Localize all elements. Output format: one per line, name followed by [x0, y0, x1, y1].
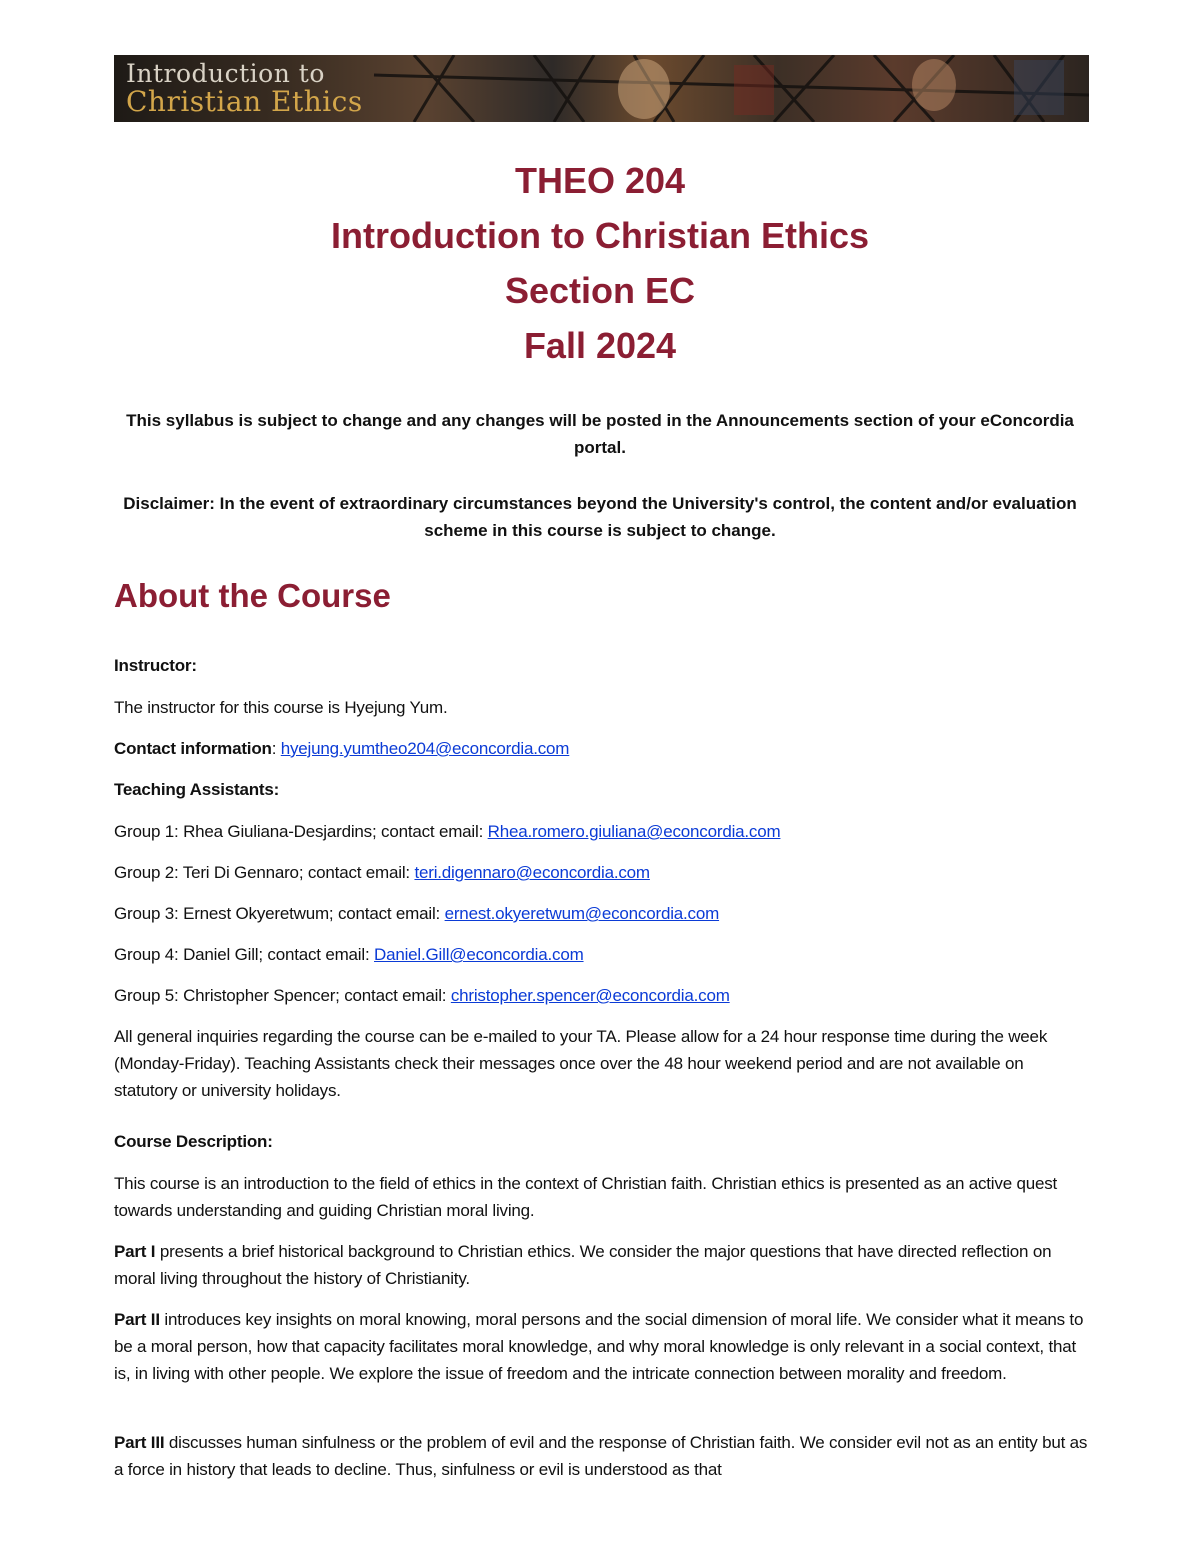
ta-3-text: Group 3: Ernest Okyeretwum; contact email: — [114, 904, 445, 923]
ta-5-text: Group 5: Christopher Spencer; contact email: — [114, 986, 451, 1005]
ta-5-email-link[interactable]: christopher.spencer@econcordia.com — [450, 986, 730, 1005]
document-title — [0, 153, 1200, 373]
section-heading-about: About the Course — [114, 577, 391, 614]
course-term: Fall 2024 — [523, 325, 677, 366]
description-label: Course Description: — [114, 1132, 273, 1151]
ta-1-text: Group 1: Rhea Giuliana-Desjardins; contact email: — [114, 822, 488, 841]
syllabus-change-notice: This syllabus is subject to change and any changes will be posted in the Announcements section of your eConcordia portal. — [126, 411, 1074, 457]
instructor-label: Instructor: — [114, 656, 197, 675]
banner-title-line2: Christian Ethics — [126, 85, 363, 118]
inquiries-paragraph: All general inquiries regarding the course can be e-mailed to your TA. Please allow for a 24 hour response time during the week (Monday-Friday). Teaching Assistants check their messages once over the 48 hour weekend period and are not available on statutory or university holidays. — [114, 1027, 1048, 1100]
ta-4-text: Group 4: Daniel Gill; contact email: — [114, 945, 374, 964]
part3-paragraph — [114, 1429, 1089, 1483]
contact-separator: : — [271, 739, 281, 758]
ta-row-2 — [114, 859, 1089, 886]
part2-paragraph — [114, 1306, 1089, 1387]
course-name: Introduction to Christian Ethics — [331, 215, 869, 256]
part3-text: discusses human sinfulness or the problem of evil and the response of Christian faith. We consider evil not as an entity but as a force in history that leads to decline. Thus, sinfulness or evil is understood as that — [114, 1433, 1088, 1479]
part1-label: Part I — [114, 1242, 156, 1261]
part2-text: introduces key insights on moral knowing, moral persons and the social dimension of moral life. We consider what it means to be a moral person, how that capacity facilitates moral knowledge, and why moral knowledge is only relevant in a social context, that is, in living with other people. We explore the issue of freedom and the intricate connection between morality and freedom. — [114, 1310, 1084, 1383]
ta-1-email-link[interactable]: Rhea.romero.giuliana@econcordia.com — [487, 822, 781, 841]
banner-title-line1: Introduction to — [126, 59, 325, 88]
part2-label: Part II — [114, 1310, 160, 1329]
part3-label: Part III — [114, 1433, 165, 1452]
disclaimer-notice: Disclaimer: In the event of extraordinary circumstances beyond the University's control, the content and/or evaluation scheme in this course is subject to change. — [123, 494, 1077, 540]
contact-label: Contact information — [114, 739, 272, 758]
part1-text: presents a brief historical background to Christian ethics. We consider the major questions that have directed reflection on moral living throughout the history of Christianity. — [114, 1242, 1052, 1288]
ta-row-1 — [114, 818, 1089, 845]
ta-row-5 — [114, 982, 1089, 1009]
instructor-email-link[interactable]: hyejung.yumtheo204@econcordia.com — [280, 739, 570, 758]
description-paragraph: This course is an introduction to the field of ethics in the context of Christian faith. Christian ethics is presented as an active quest towards understanding and guiding Christian moral living. — [114, 1174, 1058, 1220]
ta-label: Teaching Assistants: — [114, 780, 280, 799]
part1-paragraph — [114, 1238, 1089, 1292]
course-code: THEO 204 — [514, 160, 686, 201]
contact-line — [114, 735, 1089, 762]
ta-row-3 — [114, 900, 1089, 927]
ta-2-email-link[interactable]: teri.digennaro@econcordia.com — [414, 863, 650, 882]
ta-3-email-link[interactable]: ernest.okyeretwum@econcordia.com — [444, 904, 720, 923]
ta-4-email-link[interactable]: Daniel.Gill@econcordia.com — [374, 945, 584, 964]
ta-row-4 — [114, 941, 1089, 968]
course-section: Section EC — [504, 270, 696, 311]
course-banner — [114, 55, 1089, 122]
ta-2-text: Group 2: Teri Di Gennaro; contact email: — [114, 863, 415, 882]
instructor-text: The instructor for this course is Hyejung Yum. — [114, 698, 448, 717]
